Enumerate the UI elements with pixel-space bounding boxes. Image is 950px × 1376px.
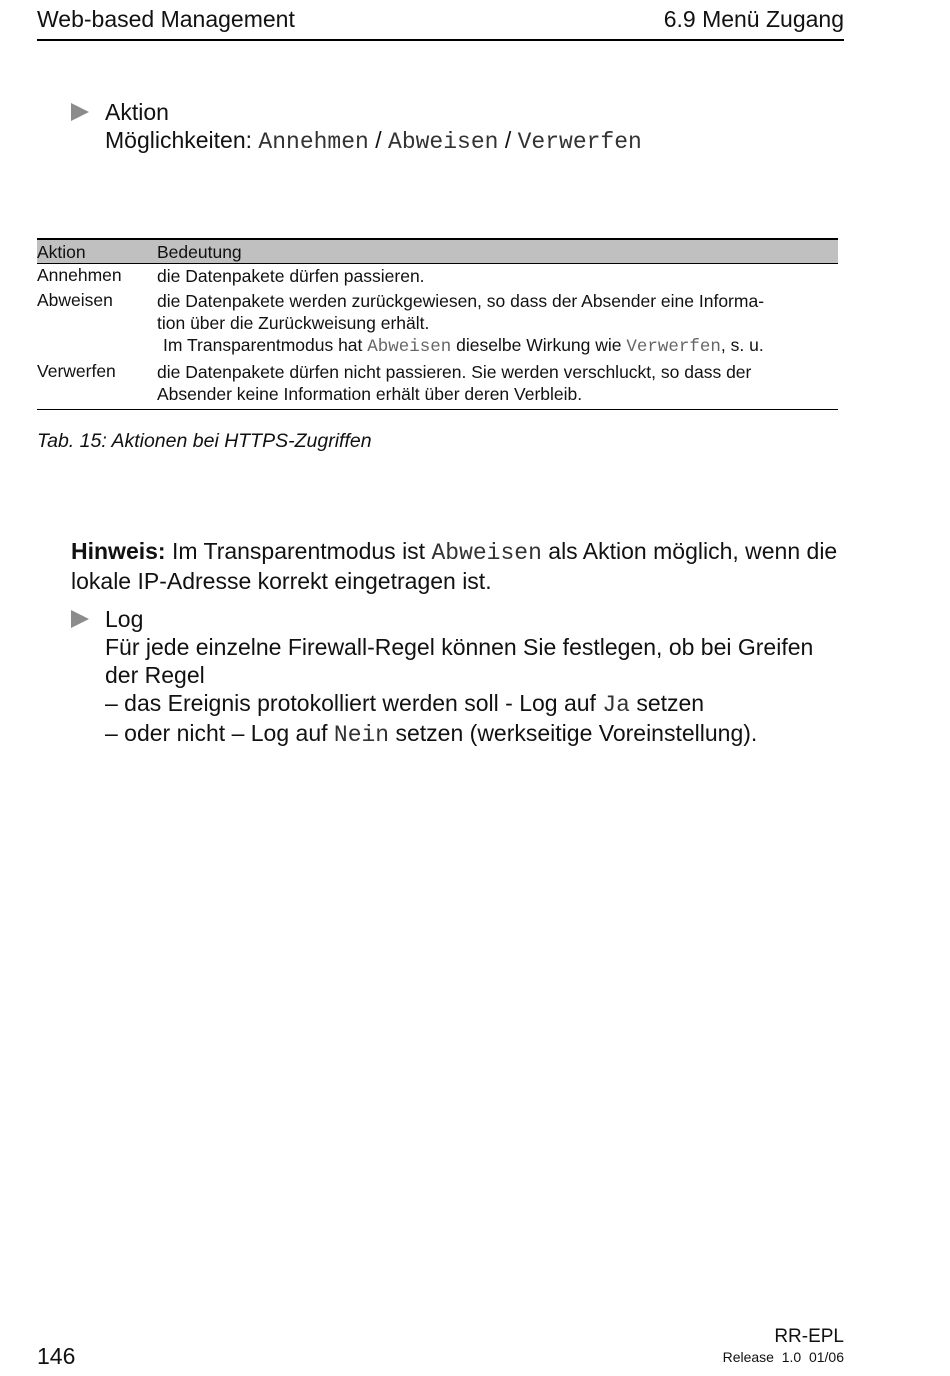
meaning-line	[157, 334, 838, 358]
option-verwerfen: Verwerfen	[517, 129, 642, 155]
bullet-log-line: Für jede einzelne Firewall-Regel können Sie festlegen, ob bei Greifen der Regel	[105, 634, 814, 688]
code-verwerfen: Verwerfen	[626, 337, 721, 357]
table-cell-meaning	[157, 361, 838, 405]
table-cell-action: Annehmen	[37, 265, 122, 285]
table-row	[37, 290, 838, 361]
bullet-action	[105, 98, 642, 156]
table-header	[37, 238, 838, 264]
text: , s. u.	[720, 335, 764, 355]
table-cell-action: Abweisen	[37, 290, 113, 310]
note-label: Hinweis:	[71, 538, 166, 564]
code-nein: Nein	[333, 722, 390, 748]
meaning-line: Absender keine Information erhält über deren Verbleib.	[157, 384, 583, 404]
table-header-meaning: Bedeutung	[157, 242, 242, 262]
table-row	[37, 361, 838, 410]
text: Im Transparentmodus hat	[163, 335, 368, 355]
note-text: Im Transparentmodus ist	[165, 538, 432, 564]
bullet-log	[105, 605, 850, 749]
code-ja: Ja	[602, 692, 630, 718]
separator: /	[498, 127, 518, 153]
header-title: Web-based Management	[37, 6, 295, 32]
footer-product: RR-EPL	[774, 1326, 844, 1347]
page-number: 146	[37, 1343, 76, 1369]
bullet-log-line	[105, 689, 850, 719]
table-cell-meaning: die Datenpakete dürfen passieren.	[157, 266, 425, 286]
separator: /	[368, 127, 389, 153]
bullet-log-line	[105, 719, 850, 749]
table-cell-meaning	[157, 290, 838, 358]
note-text: als Aktion möglich, wenn die lokale IP-Adresse korrekt eingetragen ist.	[71, 538, 844, 594]
options-label: Möglichkeiten:	[105, 127, 253, 153]
actions-table	[37, 238, 838, 410]
text: setzen (werkseitige Voreinstellung).	[389, 720, 758, 746]
option-annehmen: Annehmen	[258, 129, 369, 155]
text: – das Ereignis protokolliert werden soll - Log auf	[105, 690, 603, 716]
meaning-line: tion über die Zurückweisung erhält.	[157, 313, 430, 333]
bullet-action-title: Aktion	[105, 99, 169, 125]
option-abweisen: Abweisen	[388, 129, 499, 155]
text: – oder nicht – Log auf	[105, 720, 334, 746]
table-row	[37, 264, 838, 290]
table-caption: Tab. 15: Aktionen bei HTTPS-Zugriffen	[37, 430, 372, 452]
text: setzen	[629, 690, 705, 716]
header-section: 6.9 Menü Zugang	[663, 6, 844, 32]
bullet-triangle-icon	[71, 103, 89, 121]
code-abweisen: Abweisen	[367, 337, 452, 357]
code-abweisen: Abweisen	[431, 540, 542, 566]
text: dieselbe Wirkung wie	[451, 335, 627, 355]
bullet-triangle-icon	[71, 610, 89, 628]
bullet-action-options	[105, 126, 642, 156]
header-rule	[37, 39, 844, 41]
meaning-line: die Datenpakete dürfen nicht passieren. Sie werden verschluckt, so dass der	[157, 362, 752, 382]
bullet-log-title: Log	[105, 606, 144, 632]
note-paragraph	[71, 537, 851, 595]
table-cell-action: Verwerfen	[37, 361, 116, 381]
table-header-action: Aktion	[37, 242, 86, 262]
footer-release: Release 1.0 01/06	[722, 1349, 844, 1365]
meaning-line: die Datenpakete werden zurückgewiesen, so dass der Absender eine Informa-	[157, 291, 765, 311]
